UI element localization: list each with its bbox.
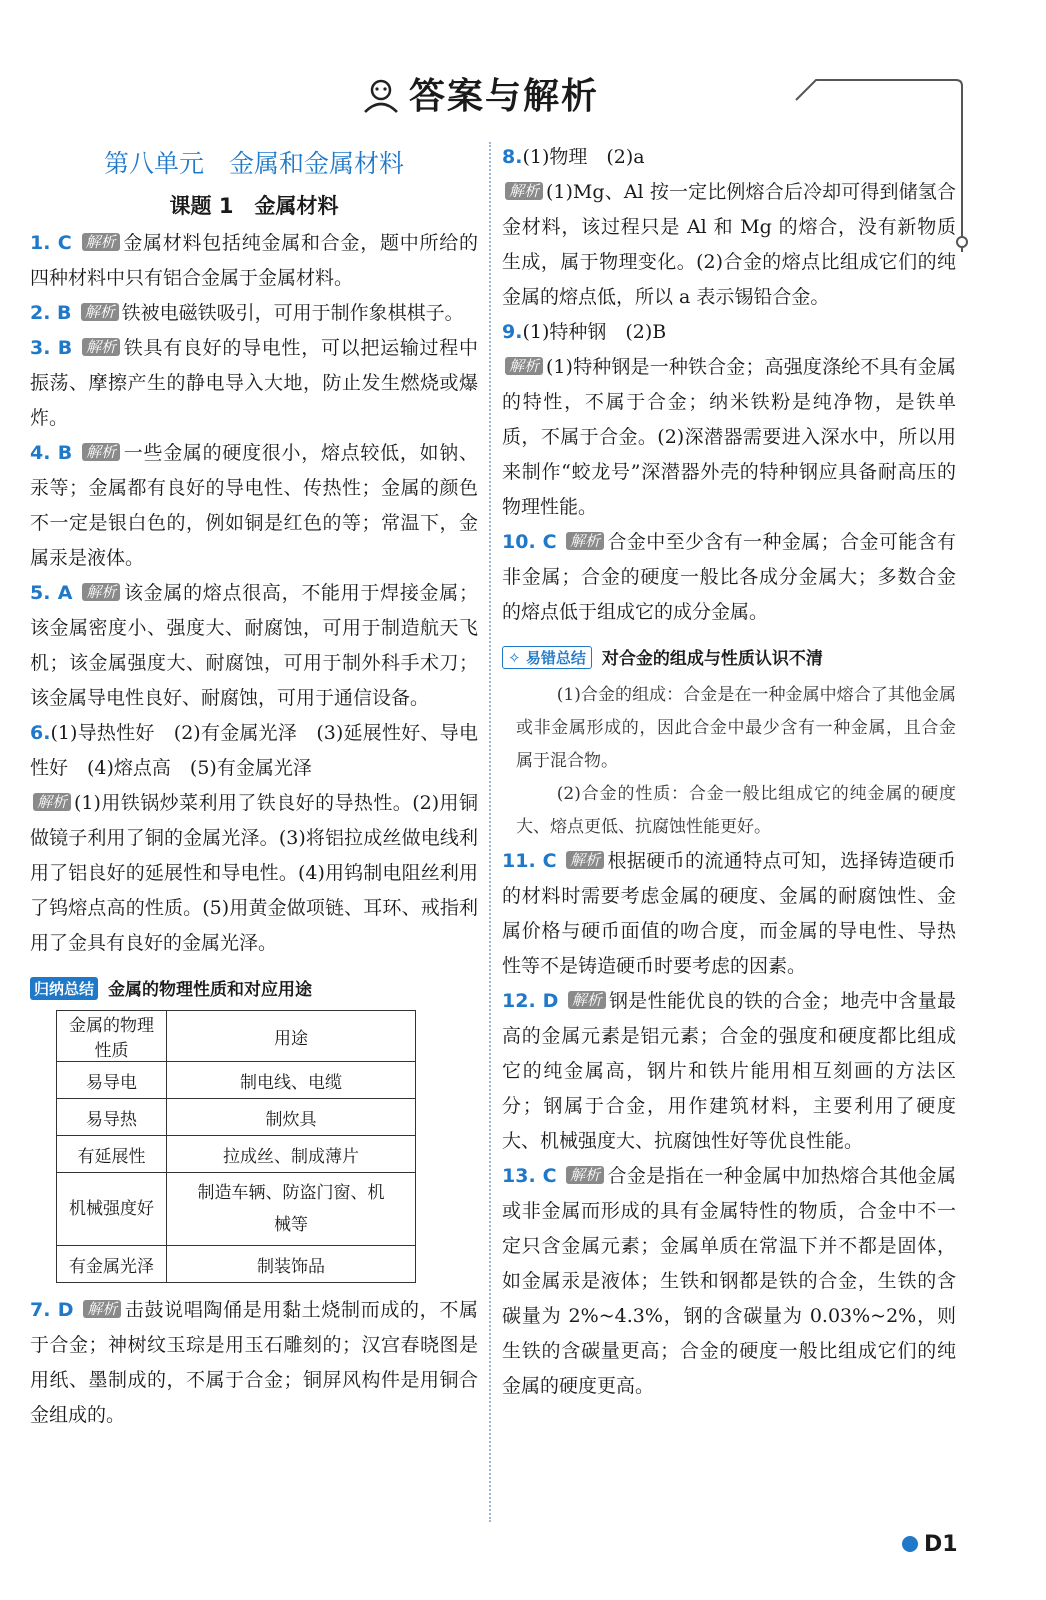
analysis-tag: 解析 [33,793,71,811]
table-row [57,1136,416,1173]
answer-number: 7. D [30,1299,74,1321]
answer-text: 金属材料包括纯金属和合金，题中所给的四种材料中只有铝合金属于金属材料。 [30,232,478,289]
page-marker-icon [902,1536,918,1552]
table-row [57,1099,416,1136]
answer-text: 根据硬币的流通特点可知，选择铸造硬币的材料时需要考虑金属的硬度、金属的耐腐蚀性、金属价格与硬币面值的吻合度，而金属的导电性、导热性等不是铸造硬币时要考虑的因素。 [502,850,956,977]
answer-item [502,844,956,984]
answer-item [30,296,478,331]
table-cell: 有延展性 [57,1136,167,1173]
answer-number: 13. C [502,1165,557,1187]
table-cell: 拉成丝、制成薄片 [167,1136,416,1173]
answer-text: 一些金属的硬度很小，熔点较低，如钠、汞等；金属都有良好的导电性、传热性；金属的颜色不一定是银白色的，例如铜是红色的等；常温下，金属汞是液体。 [30,442,478,569]
summary-heading [30,975,478,1000]
answer-number: 12. D [502,990,559,1012]
answer-item [30,331,478,436]
answer-item-10 [502,525,956,630]
answer-text: 铁具有良好的导电性，可以把运输过程中振荡、摩擦产生的静电导入大地，防止发生燃烧或爆炸。 [30,337,478,429]
answer-number: 10. C [502,531,557,553]
analysis-tag: 解析 [566,851,604,869]
answer-number: 11. C [502,850,557,872]
error-note: (1)合金的组成：合金是在一种金属中熔合了其他金属或非金属形成的，因此合金中最少含有一种金属，且合金属于混合物。 [516,685,956,771]
property-table [56,1010,416,1283]
analysis-tag: 解析 [82,233,120,251]
right-column [502,140,956,1404]
answer-key: (1)物理 (2)a [522,146,645,168]
lesson-title: 课题 1 金属材料 [169,194,339,218]
table-row [57,1173,416,1246]
unit-title: 第八单元 金属和金属材料 [103,149,404,178]
table-cell: 制造车辆、防盗门窗、机械等 [167,1173,416,1246]
error-summary-heading [502,644,956,669]
answer-text: 击鼓说唱陶俑是用黏土烧制而成的，不属于合金；神树纹玉琮是用玉石雕刻的；汉宫春晓图是用纸、墨制成的，不属于合金；铜屏风构件是用铜合金组成的。 [30,1299,478,1426]
table-header: 用途 [167,1011,416,1062]
analysis-tag: 解析 [82,583,120,601]
answer-text: 合金是指在一种金属中加热熔合其他金属或非金属而形成的具有金属特性的物质，合金中不一定只含金属元素；金属单质在常温下并不都是固体，如金属汞是液体；生铁和钢都是铁的合金，生铁的含碳量为 2%~4.3%，钢的含碳量为 0.03%~2%，则生铁的含碳量更高；合金的硬度一般比组成它们的纯金属的硬度更高。 [502,1165,956,1397]
analysis-tag: 解析 [83,1300,121,1318]
analysis-tag: 解析 [81,303,119,321]
table-row [57,1246,416,1283]
column-divider [489,142,491,1522]
table-cell: 易导电 [57,1062,167,1099]
error-tag-text: 易错总结 [525,649,586,667]
analysis-item-9 [502,350,956,525]
left-column [30,140,478,1433]
table-header-row [57,1011,416,1062]
page-title-text: 答案与解析 [408,76,599,117]
analysis-tag: 解析 [566,1166,604,1184]
analysis-item-8 [502,175,956,315]
answer-key: (1)特种钢 (2)B [522,321,667,343]
summary-tag: 归纳总结 [30,977,98,1000]
answer-number: 6. [30,722,51,744]
summary-title: 金属的物理性质和对应用途 [108,980,313,1000]
answer-text: (1)特种钢是一种铁合金；高强度涤纶不具有金属的特性，不属于合金；纳米铁粉是纯净物，是铁单质，不属于合金。(2)深潜器需要进入深水中，所以用来制作“蛟龙号”深潜器外壳的特种钢应具备耐高压的物理性能。 [502,356,956,518]
answer-item-9 [502,315,956,350]
answer-item-6 [30,716,478,786]
table-cell: 有金属光泽 [57,1246,167,1283]
analysis-tag: 解析 [505,182,543,200]
answer-text: (1)用铁锅炒菜利用了铁良好的导热性。(2)用铜做镜子利用了铜的金属光泽。(3)将铝拉成丝做电线利用了铝良好的延展性和导电性。(4)用钨制电阻丝利用了钨熔点高的性质。(5)用黄金做项链、耳环、戒指利用了金具有良好的金属光泽。 [30,792,478,954]
answer-number: 2. B [30,302,72,324]
analysis-item-6 [30,786,478,961]
answer-text: 合金中至少含有一种金属；合金可能含有非金属；合金的硬度一般比各成分金属大；多数合金的熔点低于组成它的成分金属。 [502,531,956,623]
analysis-tag: 解析 [568,991,606,1009]
analysis-tag: 解析 [82,338,120,356]
table-cell: 机械强度好 [57,1173,167,1246]
sparkle-icon: ✧ [508,649,521,667]
answer-item-8 [502,140,956,175]
answer-number: 1. C [30,232,72,254]
error-note: (2)合金的性质：合金一般比组成它的纯金属的硬度大、熔点更低、抗腐蚀性能更好。 [516,784,956,837]
answer-item-7 [30,1293,478,1433]
answer-text: (1)Mg、Al 按一定比例熔合后冷却可得到储氢合金材料，该过程只是 Al 和 Mg 的熔合，没有新物质生成，属于物理变化。(2)合金的熔点比组成它们的纯金属的熔点低，所以 a 表示锡铅合金。 [502,181,956,308]
answer-item [502,984,956,1159]
answer-text: 钢是性能优良的铁的合金；地壳中含量最高的金属元素是铝元素；合金的强度和硬度都比组成它的纯金属高，钢片和铁片能用相互刻画的方法区分；钢属于合金，用作建筑材料，主要利用了硬度大、机械强度大、抗腐蚀性好等优良性能。 [502,990,956,1152]
answer-text: 铁被电磁铁吸引，可用于制作象棋棋子。 [121,302,464,324]
answer-item [30,576,478,716]
answer-item [30,436,478,576]
error-tag [502,646,592,669]
answer-number: 3. B [30,337,73,359]
table-cell: 制炊具 [167,1099,416,1136]
answer-number: 5. A [30,582,73,604]
answer-text: 该金属的熔点很高，不能用于焊接金属；该金属密度小、强度大、耐腐蚀，可用于制造航天飞机；该金属强度大、耐腐蚀，可用于制外科手术刀；该金属导电性良好、耐腐蚀，可用于通信设备。 [30,582,478,709]
table-header: 金属的物理性质 [57,1011,167,1062]
answer-number: 9. [502,321,523,343]
answer-number: 4. B [30,442,73,464]
answer-number: 8. [502,146,523,168]
analysis-tag: 解析 [82,443,120,461]
page-number: D1 [924,1532,958,1557]
mascot-icon [361,78,401,123]
answer-key: (1)导热性好 (2)有金属光泽 (3)延展性好、导电性好 (4)熔点高 (5)有金属光泽 [30,722,478,779]
answer-item [30,226,478,296]
analysis-tag: 解析 [505,357,543,375]
table-cell: 制装饰品 [167,1246,416,1283]
analysis-tag: 解析 [566,532,604,550]
table-cell: 制电线、电缆 [167,1062,416,1099]
error-title: 对合金的组成与性质认识不清 [601,649,823,669]
table-cell: 易导热 [57,1099,167,1136]
table-row [57,1062,416,1099]
answer-item [502,1159,956,1404]
